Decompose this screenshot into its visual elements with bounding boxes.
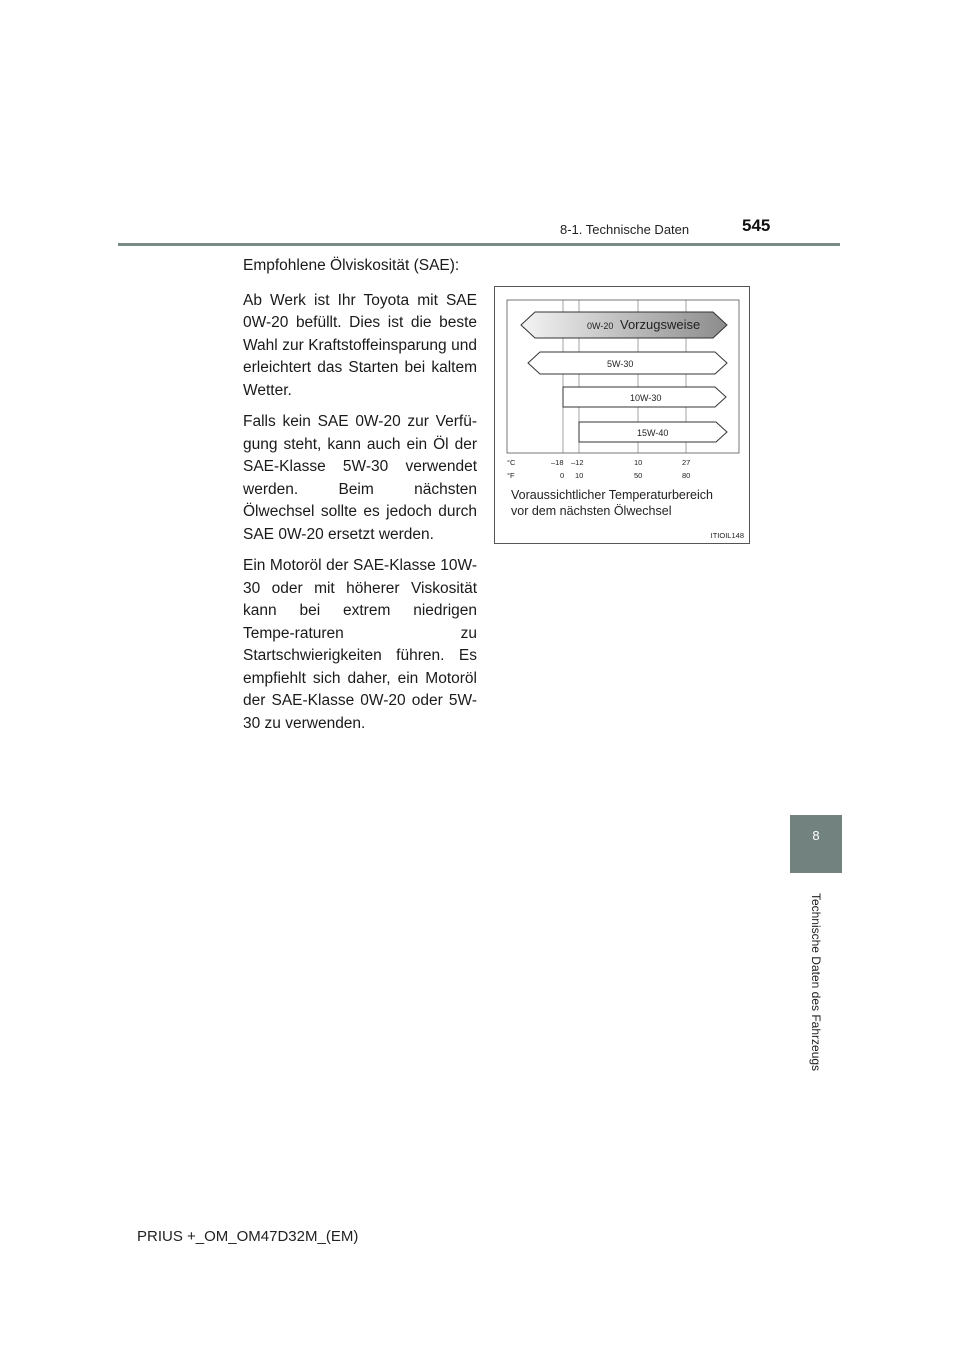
section-title: 8-1. Technische Daten [560, 222, 690, 237]
figure-caption [511, 487, 741, 519]
fahrenheit-tick: 50 [634, 471, 643, 480]
celsius-tick: 10 [634, 458, 643, 467]
celsius-tick: 27 [682, 458, 691, 467]
celsius-tick: –18 [551, 458, 564, 467]
bar-15w40-grade: 15W-40 [637, 428, 669, 438]
chapter-tab-number: 8 [812, 828, 820, 843]
fahrenheit-tick: 10 [575, 471, 584, 480]
caption-line-2: vor dem nächsten Ölwechsel [511, 504, 672, 518]
celsius-tick: –12 [571, 458, 584, 467]
paragraph-2: Falls kein SAE 0W-20 zur Verfü-gung steht, kann auch ein Öl der SAE-Klasse 5W-30 verwendet werden. Beim nächsten Ölwechsel sollte es jedoch durch SAE 0W-20 ersetzt werden. [243, 413, 477, 543]
caption-line-1: Voraussichtlicher Temperaturbereich [511, 488, 713, 502]
header-rule [118, 243, 840, 246]
chapter-tab-text: Technische Daten des Fahrzeugs [809, 892, 823, 1072]
fahrenheit-label: °F [507, 471, 515, 480]
chapter-tab [790, 815, 842, 873]
fahrenheit-tick: 0 [560, 471, 565, 480]
bar-0w20-grade: 0W-20 [587, 321, 614, 331]
bar-0w20-note: Vorzugsweise [620, 317, 701, 332]
figure-code: ITIOIL148 [710, 531, 744, 540]
bar-5w30-grade: 5W-30 [607, 359, 634, 369]
fahrenheit-tick: 80 [682, 471, 691, 480]
bar-10w30-grade: 10W-30 [630, 393, 662, 403]
page-number: 545 [742, 216, 771, 235]
paragraph-3: Ein Motoröl der SAE-Klasse 10W-30 oder mit höherer Viskosität kann bei extrem niedrigen Tempe-raturen zu Startschwierigkeiten führen. Es empfiehlt sich daher, ein Motoröl der SAE-Klasse 0W-20 oder 5W-30 zu verwenden. [243, 557, 477, 732]
celsius-label: °C [507, 458, 516, 467]
intro-line: Empfohlene Ölviskosität (SAE): [243, 257, 460, 274]
footer-code: PRIUS +_OM_OM47D32M_(EM) [137, 1228, 359, 1245]
body-text [243, 255, 477, 744]
paragraph-1: Ab Werk ist Ihr Toyota mit SAE 0W-20 befüllt. Dies ist die beste Wahl zur Kraftstoffeinsparung und erleichtert das Starten bei kaltem Wetter. [243, 291, 477, 399]
viscosity-figure [494, 286, 750, 544]
